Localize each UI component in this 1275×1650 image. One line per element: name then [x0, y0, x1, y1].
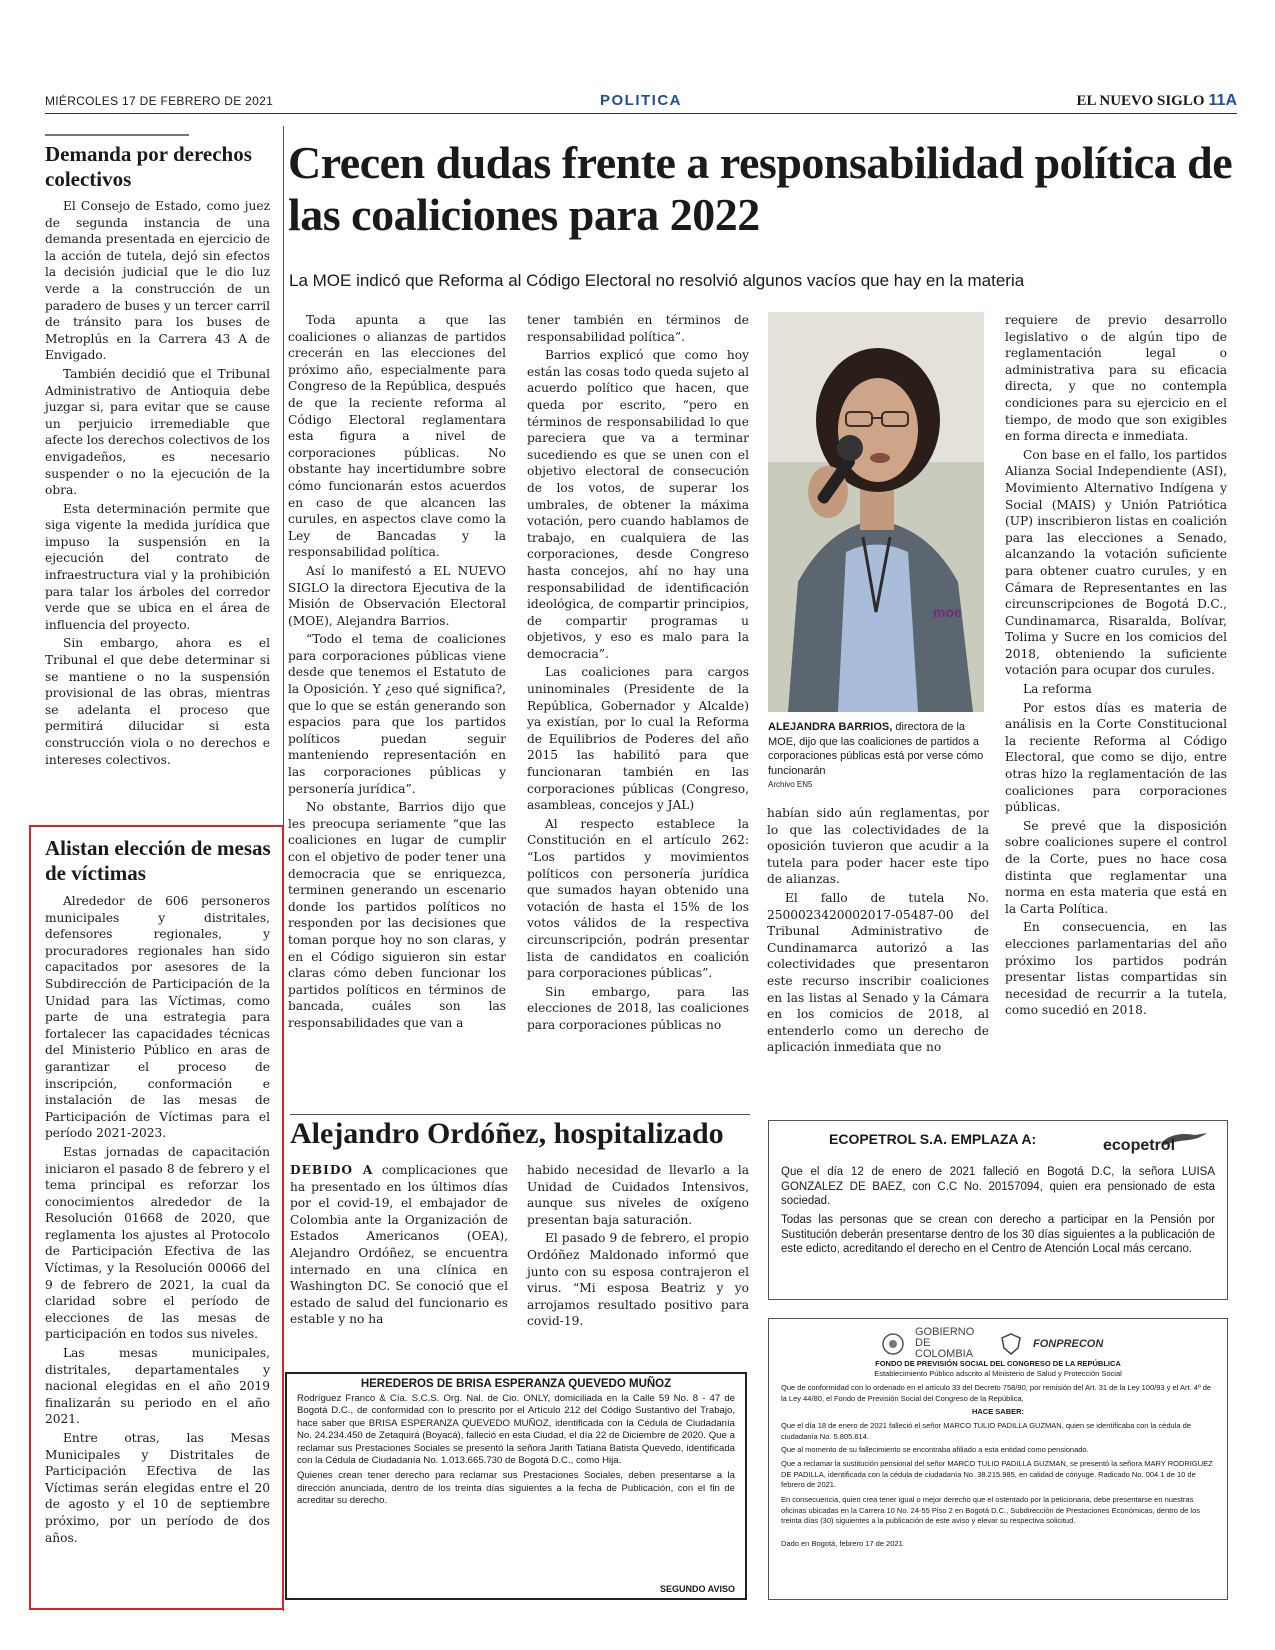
story-ordonez-column-2: [527, 1162, 749, 1332]
story-body-victimas: [45, 893, 270, 1548]
notice-paragraph: Que el día 18 de enero de 2021 falleció el señor MARCO TULIO PADILLA GUZMAN, quien se identificaba con la cédula de ciudadanía No. 5.805.614.: [781, 1421, 1191, 1441]
paragraph: El pasado 9 de febrero, el propio Ordóñez Maldonado informó que junto con su esposa contrajeron el virus. “Mi esposa Beatriz y yo arrojamos resultado positivo para covid-19.: [527, 1231, 749, 1329]
paragraph: “Todo el tema de coaliciones para corporaciones públicas viene desde que tenemos el Estatuto de la Oposición. Y ¿eso qué significa?, que lo que se están generando son espacios para que los partidos políticos puedan seguir manteniendo representación en las corporaciones públicas y personería jurídica”.: [288, 632, 506, 796]
org-subtitle: Establecimiento Público adscrito al Ministerio de Salud y Protección Social: [874, 1369, 1122, 1378]
portrait-illustration: [768, 312, 984, 712]
photo-caption: [768, 720, 988, 793]
shield-icon: [999, 1332, 1023, 1356]
paragraph: Sin embargo, ahora es el Tribunal el que debe determinar si se mantiene o no la suspensión provisional de las obras, mientras se adelanta el proceso que permitirá dilucidar si esta construcción viola o no derechos e intereses colectivos.: [45, 636, 270, 767]
photo-credit: Archivo EN5: [768, 780, 813, 789]
section-name: POLITICA: [600, 92, 682, 109]
left-column-rule: [45, 134, 189, 136]
paragraph: Barrios explicó que como hoy están las cosas todo queda sujeto al acuerdo político que hacen, que queda por escrito, “pero en términos de responsabilidad lo que pareciera que va a terminar sucediendo es que se unen con el objetivo electoral de consecución de los votos, de superar los umbrales, de obtener la máxima votación, pero cuando hablamos de trabajo, en cualquiera de las corporaciones, desde Congreso hasta concejos, ahí no hay una responsabilidad de identificación ideológica, de compartir principios, de compartir programas u objetivos, y eso es malo para la democracia”.: [527, 348, 749, 661]
paragraph: Con base en el fallo, los partidos Alianza Social Independiente (ASI), Movimiento Alternativo Indígena y Social (MAIS) y Unión Patriótica (UP) inscribieron listas en coalición para las elecciones a Senado, alcanzando la votación suficiente para obtener cuatro curules, y en Cámara de Representantes en las circunscripciones de Bogotá D.C., Cundinamarca, Risaralda, Bolívar, Tolima y Sucre en los comicios del 2018, obteniendo la suficiente votación para ocupar dos curules.: [1005, 447, 1227, 678]
lead-text: complicaciones que ha presentado en los últimos días por el covid-19, el embajador de Colombia ante la Organización de Estados Americanos (OEA), Alejandro Ordóñez, se encuentra internado en una clínica en Washington DC. Se conoció que el estado de salud del funcionario es estable y no ha: [290, 1163, 508, 1327]
lead-in: DEBIDO A: [290, 1163, 374, 1177]
legal-notice-herederos: [285, 1372, 747, 1600]
paragraph: Entre otras, las Mesas Municipales y Distritales de Participación Efectiva de las Víctimas serán elegidas entre el 20 de agosto y el 10 de septiembre próximo, por un período de dos años.: [45, 1431, 270, 1545]
story-body-demanda: [45, 198, 270, 770]
notice-body: Rodríguez Franco & Cía. S.C.S. Org. Nal. de Cio. ONLY, domiciliada en la Calle 59 No. 8 - 47 de Bogotá D.C., de conformidad con lo prescrito por el Artículo 212 del Código Sustantivo del Trabajo, hace saber que BRISA ESPERANZA QUEVEDO MUÑOZ, identificada con la Cédula de Ciudadanía No. 24.234.450 de Zetaquirá (Boyacá), falleció en esta Ciudad, el día 22 de Diciembre de 2020. Que a reclamar sus Prestaciones Sociales se presentó la señora Jarith Tatiana Batista Quevedo, identificada con la Cédula de Ciudadanía No. 1.013.665.730 de Bogotá D.C., como Hija.: [297, 1393, 735, 1467]
paragraph: Estas jornadas de capacitación iniciaron el pasado 8 de febrero y el tema principal es reforzar los conocimientos alrededor de la Resolución 01668 de 2020, que reglamenta los ajustes al Protocolo de Participación Efectiva de las Víctimas, y la Resolución 00066 del 9 de febrero de 2021, la cual da claridad sobre el período de elecciones de las mesas de participación en todos sus niveles.: [45, 1144, 270, 1342]
paragraph: Se prevé que la disposición sobre coaliciones supere el control de la Corte, pues no hace cosa distinta que reglamentar una norma en esta materia que está en la Carta Política.: [1005, 818, 1227, 916]
paragraph: Sin embargo, para las elecciones de 2018, las coaliciones para corporaciones públicas no: [527, 984, 749, 1032]
paragraph: El Consejo de Estado, como juez de segunda instancia de una demanda presentada en ejercicio de la acción de tutela, dejó sin efectos la decisión judicial que le dio luz verde a la construcción de un paradero de buses y un tercer carril de tránsito para los buses de Metroplús en la Carrera 43 A de Envigado.: [45, 199, 270, 363]
notice-paragraph: Que de conformidad con lo ordenado en el artículo 33 del Decreto 758/90, por remisión del Art. 31 de la Ley 100/93 y el Art. 4º de la Ley 44/80, el Fondo de Previsión Social del Congreso de la República,: [781, 1383, 1212, 1403]
paragraph: requiere de previo desarrollo legislativo o de algún tipo de reglamentación legal o administrativa para su eficacia directa, y que no contempla condiciones para su ejercicio en el tiempo, de modo que son exigibles en forma directa e inmediata.: [1005, 313, 1227, 444]
issue-date: MIÉRCOLES 17 DE FEBRERO DE 2021: [45, 94, 274, 108]
main-column-3: [767, 805, 989, 1058]
paragraph: [290, 1162, 508, 1328]
story-title-victimas: Alistan elección de mesas de víctimas: [45, 836, 271, 885]
notice-title: ECOPETROL S.A. EMPLAZA A:: [829, 1131, 1037, 1147]
notice-paragraph: En consecuencia, quien crea tener igual o mejor derecho que el ostentado por la peticionaria, debe presentarse en nuestras oficinas ubicadas en la Carrera 10 No. 24-55 Piso 2 en Bogotá D.C., Subdirección de Prestaciones Económicas, dentro de los treinta días (30) siguientes a la publicación de este aviso y elevar su respectiva solicitud.: [781, 1495, 1200, 1525]
story-rule-ordonez: [290, 1114, 750, 1115]
main-column-4: [1005, 312, 1227, 1021]
notice-title: HEREDEROS DE BRISA ESPERANZA QUEVEDO MUÑOZ: [360, 1378, 672, 1390]
page-number: 11A: [1208, 92, 1237, 109]
paragraph: El fallo de tutela No. 25000234200020​17-05487-00 del Tribunal Administrativo de Cundinamarca autorizó a las colectividades que presentaron este recurso inscribir coaliciones en las listas al Senado y la Cámara en los comicios de 2018, al entenderlo como un derecho de aplicación inmediata que no: [767, 890, 989, 1055]
ecopetrol-logo: [1103, 1129, 1215, 1155]
photo-alejandra-barrios: [768, 312, 984, 712]
notice-body-2: Quienes crean tener derecho para reclamar sus Prestaciones Sociales, deben presentarse a la dirección anunciada, dentro de los treinta días siguientes a la fecha de Publicación, con el fin de acreditar su derecho.: [297, 1470, 735, 1507]
moe-logo-text: moe: [933, 604, 962, 620]
coat-of-arms-icon: [881, 1332, 905, 1356]
story-ordonez-column-1: [290, 1162, 508, 1330]
paragraph: Al respecto establece la Constitución en el artículo 262: “Los partidos y movimientos políticos con personería jurídica que sumados hayan obtenido una votación de hasta el 15% de los votos válidos de la respectiva circunscripción, podrán presentar lista de candidatos en coalición para corporaciones públicas”.: [527, 816, 749, 981]
newspaper-name: [1076, 92, 1237, 110]
notice-date: Dado en Bogotá, febrero 17 de 2021: [781, 1539, 903, 1548]
notice-logos: [881, 1327, 1103, 1360]
story-title-ordonez: Alejandro Ordóñez, hospitalizado: [290, 1117, 724, 1150]
page-header: [45, 92, 1237, 112]
story-title-demanda: Demanda por derechos colectivos: [45, 142, 252, 191]
paragraph: habido necesidad de llevarlo a la Unidad de Cuidados Intensivos, aunque sus niveles de oxígeno presentan baja saturación.: [527, 1163, 749, 1227]
paragraph: Así lo manifestó a EL NUEVO SIGLO la directora Ejecutiva de la Misión de Observación Electoral (MOE), Alejandra Barrios.: [288, 563, 506, 628]
paragraph: Toda apunta a que las coaliciones o alianzas de partidos crecerán en las elecciones del próximo año, especialmente para Congreso de la República, después de que la reciente reforma al Código Electoral reglamentara esta figura a nivel de corporaciones públicas. No obstante hay incertidumbre sobre cómo funcionarán estos acuerdos en caso de que alcancen las curules, en aspectos clave como la Ley de Bancadas y la responsabilidad política.: [288, 313, 506, 560]
paragraph: Esta determinación permite que siga vigente la medida jurídica que impuso la suspensión en la ejecución del contrato de infraestructura vial y la prohibición para talar los árboles del corredor verde que se ubica en el área de influencia del proyecto.: [45, 501, 270, 632]
legal-notice-ecopetrol: [768, 1120, 1228, 1300]
notice-footer: SEGUNDO AVISO: [659, 1584, 735, 1594]
paragraph: Las mesas municipales, distritales, departamentales y nacional elegidas en el año 2019 finalizarán su periodo en el año 2021.: [45, 1346, 270, 1427]
gobierno-logo: GOBIERNO DE COLOMBIA: [915, 1326, 975, 1360]
newspaper-title: EL NUEVO SIGLO: [1076, 93, 1205, 109]
paragraph: Las coaliciones para cargos uninominales (Presidente de la República, Gobernador y Alcalde) ya existían, por lo cual la Reforma de Equilibrios de Poderes del año 2015 las habilitó para que funcionaran también en las corporaciones públicas (Congreso, asambleas, concejos y JAL): [527, 665, 749, 813]
org-name: FONDO DE PREVISIÓN SOCIAL DEL CONGRESO DE LA REPÚBLICA: [875, 1359, 1121, 1368]
main-column-2: [527, 312, 749, 1036]
caption-text: directora de la MOE, dijo que las coaliciones de partidos a corporaciones públicas está por verse cómo funcionarán: [768, 721, 984, 777]
paragraph: habían sido aún reglamentas, por lo que las colectividades de la oposición tuvieron que acudir a la tutela para poder hacer este tipo de alianzas.: [767, 806, 989, 887]
fonprecon-logo: FONPRECON: [1033, 1337, 1104, 1350]
paragraph: Alrededor de 606 personeros municipales y distritales, defensores regionales, y procuradores regionales han sido capacitados por asesores de la Subdirección de Participación de la Unidad para las Víctimas, como parte de una estrategia para fortalecer las capacidades técnicas del Ministerio Público en aras de garantizar el proceso de inscripción, conformación e instalación de las mesas de Participación de Víctimas para el período 2021-2023.: [45, 894, 270, 1141]
notice-paragraph: Todas las personas que se crean con derecho a participar en la Pensión por Sustitución deberán presentarse dentro de los 30 días siguientes a la publicación de este edicto, acreditando el derecho en el Centro de Atención Local más cercano.: [781, 1214, 1215, 1255]
hace-saber: HACE SABER:: [971, 1407, 1025, 1416]
paragraph: No obstante, Barrios dijo que les preocupa seriamente “que las coaliciones en lugar de cumplir con el objetivo de poder tener una democracia que se enriquezca, terminen generando un escenario donde los partidos políticos no responden por las decisiones que toman porque hoy no son claras, y en el Código siguieron sin estar claras cómo deben funcionar los partidos políticos en términos de bancada, cuáles son las responsabilidades que van a: [288, 800, 506, 1030]
header-rule: [45, 113, 1237, 114]
paragraph: Por estos días es materia de análisis en la Corte Constitucional la reciente Reforma al Código Electoral, que como se dijo, entre otras hizo la reglamentación de las coaliciones para corporaciones públicas.: [1005, 700, 1227, 815]
subheading-la-reforma: La reforma: [1023, 682, 1092, 697]
paragraph: También decidió que el Tribunal Administrativo de Antioquia debe juzgar si, para evitar que se cause un perjuicio irremediable que afecte los derechos colectivos de los envigadeños, es necesario suspender o no la ejecución de la obra.: [45, 366, 270, 498]
notice-paragraph: Que el día 12 de enero de 2021 falleció en Bogotá D.C, la señora LUISA GONZALEZ DE BAEZ, con C.C No. 20157094, quien era pensionado de esta sociedad.: [781, 1166, 1215, 1207]
paragraph: tener también en términos de responsabilidad política”.: [527, 313, 749, 344]
legal-notice-fonprecon: [768, 1318, 1228, 1600]
logo-text: ecopetrol: [1103, 1137, 1176, 1154]
notice-paragraph: Que al momento de su fallecimiento se encontraba afiliado a esta entidad como pensionado.: [781, 1445, 1089, 1454]
main-headline: Crecen dudas frente a responsabilidad política de las coaliciones para 2022: [288, 137, 1233, 240]
paragraph: En consecuencia, en las elecciones parlamentarias del año próximo los partidos podrán presentar listas compartidas sin necesidad de recurrir a la tutela, como sucedió en 2018.: [1005, 920, 1227, 1018]
notice-paragraph: Que a reclamar la sustitución pensional del señor MARCO TULIO PADILLA GUZMAN, se presentó la señora MARY RODRIGUEZ DE PADILLA, identificada con la cédula de ciudadanía No. 38.215.985, en calidad de cónyuge. Radicado No. 004 1 de 10 de febrero de 2021.: [781, 1459, 1213, 1489]
main-subheadline: La MOE indicó que Reforma al Código Electoral no resolvió algunos vacíos que hay en la materia: [289, 271, 1025, 290]
main-column-1: [288, 312, 506, 1034]
caption-name: ALEJANDRA BARRIOS,: [768, 721, 893, 733]
